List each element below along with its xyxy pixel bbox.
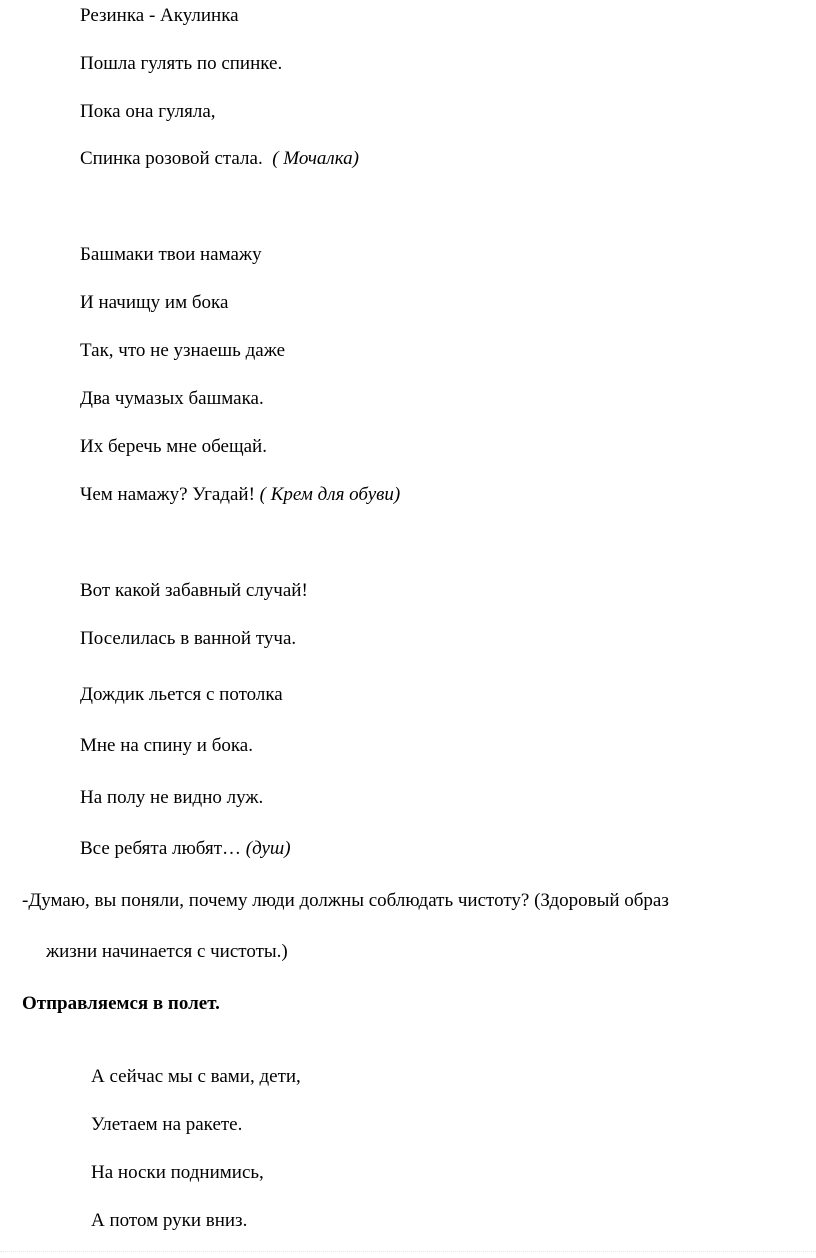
riddle3-line-4: Мне на спину и бока.	[80, 735, 253, 756]
riddle3-answer: (душ)	[245, 838, 291, 859]
riddle2-line-4: Два чумазых башмака.	[80, 388, 264, 409]
section-heading: Отправляемся в полет.	[22, 993, 220, 1014]
riddle2-line-5: Их беречь мне обещай.	[80, 436, 267, 457]
poem-line-1: А сейчас мы с вами, дети,	[91, 1066, 301, 1087]
riddle2-line-2: И начищу им бока	[80, 292, 229, 313]
poem-line-3: На носки поднимись,	[91, 1162, 264, 1183]
question-line-2: жизни начинается с чистоты.)	[46, 941, 288, 962]
riddle1-line-3: Пока она гуляла,	[80, 101, 216, 122]
riddle2-answer: ( Крем для обуви)	[259, 484, 401, 505]
riddle2-line-6-text: Чем намажу? Угадай!	[80, 484, 255, 505]
riddle2-line-6	[80, 484, 400, 506]
riddle2-line-3: Так, что не узнаешь даже	[80, 340, 286, 361]
riddle3-line-3: Дождик льется с потолка	[80, 684, 283, 705]
poem-line-4: А потом руки вниз.	[91, 1210, 248, 1231]
riddle1-line-1: Резинка - Акулинка	[80, 5, 239, 26]
riddle3-line-1: Вот какой забавный случай!	[80, 580, 308, 601]
riddle3-line-6	[80, 838, 291, 860]
poem-line-2: Улетаем на ракете.	[91, 1114, 243, 1135]
riddle1-line-4-text: Спинка розовой стала.	[80, 148, 263, 169]
riddle3-line-6-text: Все ребята любят…	[80, 838, 242, 859]
riddle1-line-4	[80, 148, 359, 170]
riddle1-line-2: Пошла гулять по спинке.	[80, 53, 283, 74]
riddle3-line-5: На полу не видно луж.	[80, 787, 264, 808]
riddle1-answer: ( Мочалка)	[272, 148, 359, 169]
riddle2-line-1: Башмаки твои намажу	[80, 244, 262, 265]
page-edge-divider	[0, 1251, 816, 1252]
riddle3-line-2: Поселилась в ванной туча.	[80, 628, 297, 649]
question-line-1: -Думаю, вы поняли, почему люди должны соблюдать чистоту? (Здоровый образ	[22, 890, 669, 911]
